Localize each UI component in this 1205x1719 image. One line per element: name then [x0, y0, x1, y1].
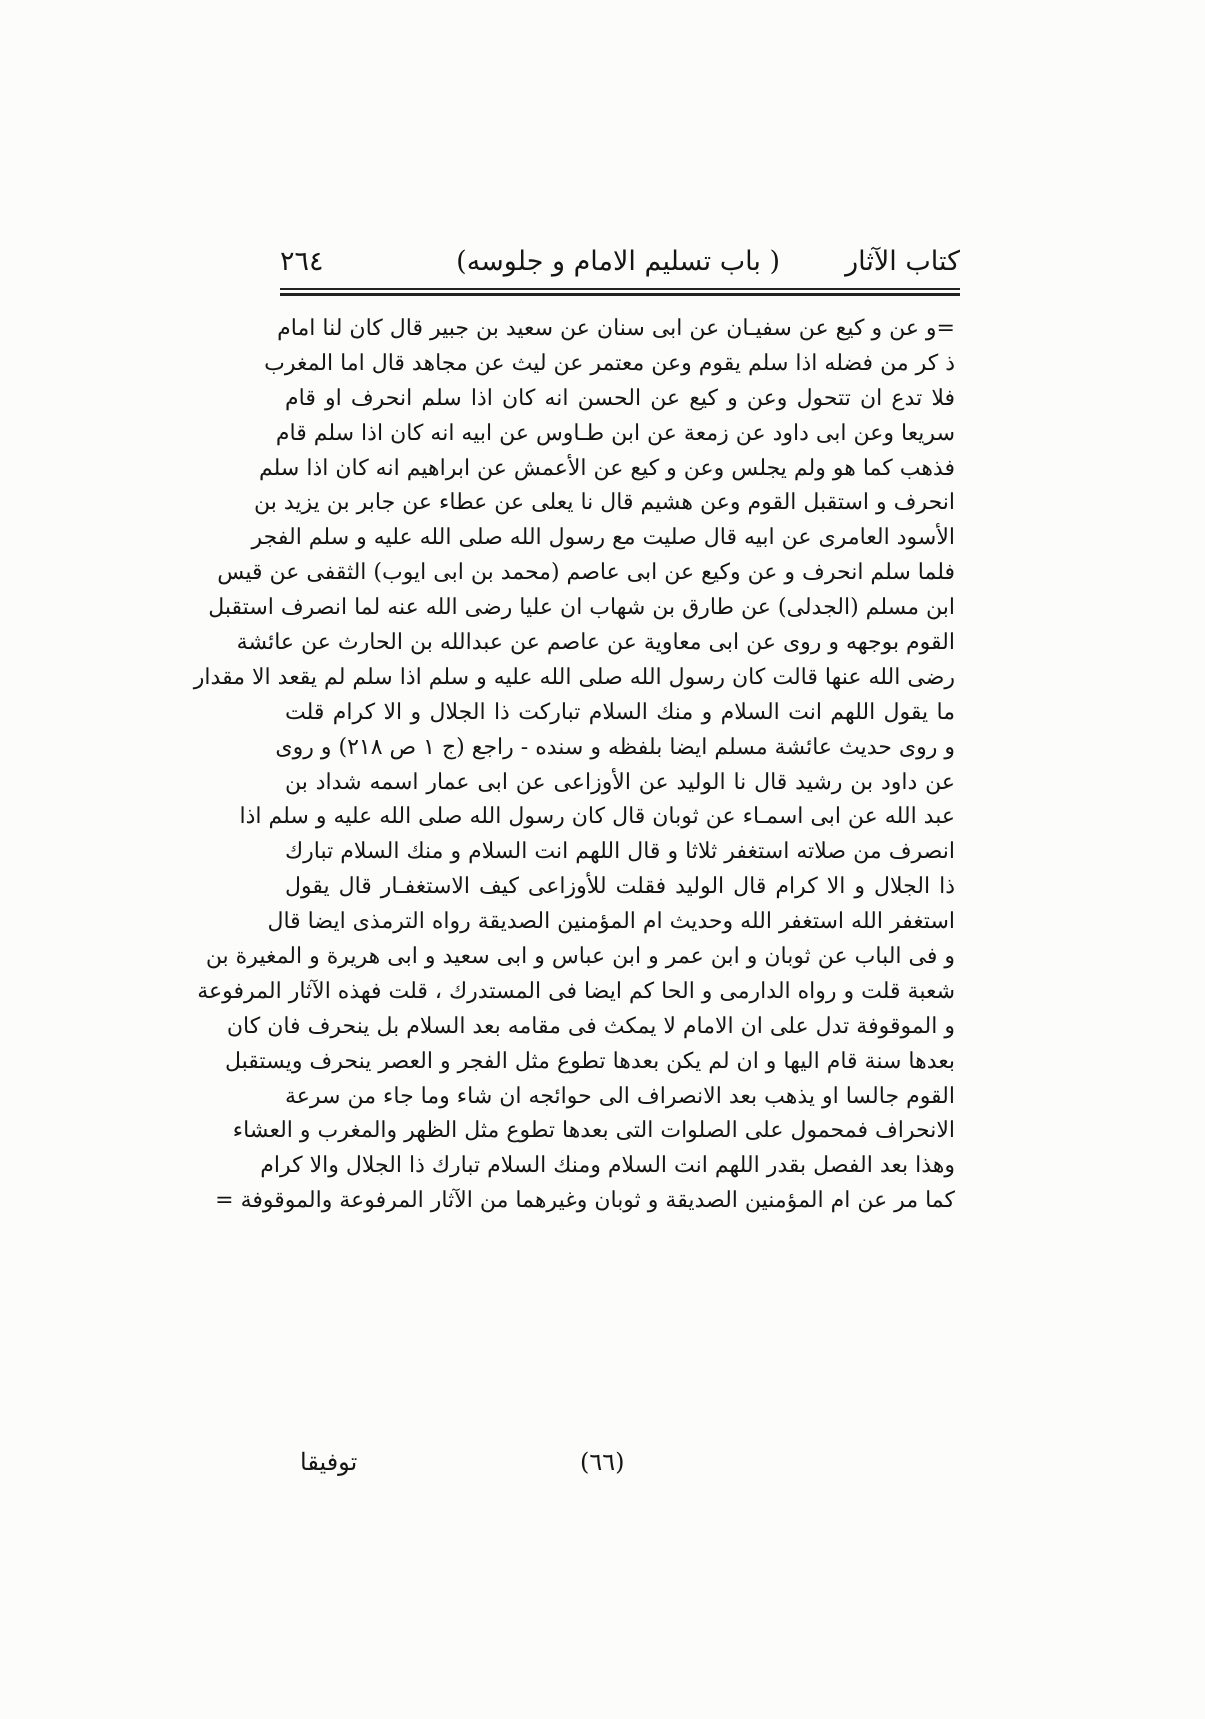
text-line: رضى الله عنها قالت كان رسول الله صلى الله عليه و سلم اذا سلم لم يقعد الا مقدار: [193, 664, 955, 690]
text-line: فلا تدع ان تتحول وعن و كيع عن الحسن انه كان اذا سلم انحرف او قام: [285, 385, 955, 411]
text-line: ذ كر من فضله اذا سلم يقوم وعن معتمر عن ليث عن مجاهد قال اما المغرب: [264, 350, 955, 376]
body-text: [193, 312, 955, 1219]
text-line: الانحراف فمحمول على الصلوات التى بعدها تطوع مثل الظهر والمغرب و العشاء: [232, 1118, 955, 1144]
text-line: ابن مسلم (الجدلى) عن طارق بن شهاب ان عليا رضى الله عنه لما انصرف استقبل: [208, 595, 955, 621]
page-header: [280, 240, 960, 286]
text-line: فذهب كما هو ولم يجلس وعن و كيع عن الأعمش عن ابراهيم انه كان اذا سلم: [258, 455, 955, 481]
text-line: و روى حديث عائشة مسلم ايضا بلفظه و سنده - راجع (ج ١ ص ٢١٨) و روى: [275, 734, 955, 760]
header-rule-thin: [280, 288, 960, 290]
text-line: عن داود بن رشيد قال نا الوليد عن الأوزاعى عن ابى عمار اسمه شداد بن: [285, 769, 955, 795]
page-footer: [280, 1442, 960, 1486]
text-line: ذا الجلال و الا كرام قال الوليد فقلت للأوزاعى كيف الاستغفـار قال يقول: [285, 874, 955, 900]
signature-mark: (٦٦): [580, 1448, 625, 1476]
book-title: كتاب الآثار: [845, 246, 960, 277]
chapter-title: ( باب تسليم الامام و جلوسه): [456, 246, 780, 277]
text-line: الأسود العامرى عن ابيه قال صليت مع رسول الله صلى الله عليه و سلم الفجر: [251, 525, 955, 551]
text-line: انحرف و استقبل القوم وعن هشيم قال نا يعلى عن عطاء عن جابر بن يزيد بن: [253, 490, 955, 516]
text-line: سريعا وعن ابى داود عن زمعة عن ابن طـاوس عن ابيه انه كان اذا سلم قام: [275, 420, 955, 446]
text-line: كما مر عن ام المؤمنين الصديقة و ثوبان وغيرهما من الآثار المرفوعة والموقوفة =: [215, 1188, 955, 1214]
text-line: انصرف من صلاته استغفر ثلاثا و قال اللهم انت السلام و منك السلام تبارك: [285, 839, 955, 865]
page-number: ٢٦٤: [280, 246, 324, 277]
header-rule-thick: [280, 293, 960, 296]
text-line: ما يقول اللهم انت السلام و منك السلام تباركت ذا الجلال و الا كرام قلت: [285, 699, 955, 725]
text-line: فلما سلم انحرف و عن وكيع عن ابى عاصم (محمد بن ابى ايوب) الثقفى عن قيس: [217, 560, 955, 586]
text-line: وهذا بعد الفصل بقدر اللهم انت السلام ومنك السلام تبارك ذا الجلال والا كرام: [260, 1153, 955, 1179]
catchword: توفيقا: [300, 1448, 358, 1476]
text-line: استغفر الله استغفر الله وحديث ام المؤمنين الصديقة رواه الترمذى ايضا قال: [267, 909, 955, 935]
text-line: القوم بوجهه و روى عن ابى معاوية عن عاصم عن عبدالله بن الحارث عن عائشة: [236, 630, 955, 656]
text-line: =و عن و كيع عن سفيـان عن ابى سنان عن سعيد بن جبير قال كان لنا امام: [277, 316, 955, 341]
text-line: بعدها سنة قام اليها و ان لم يكن بعدها تطوع مثل الفجر و العصر ينحرف ويستقبل: [225, 1048, 955, 1074]
text-line: و فى الباب عن ثوبان و ابن عمر و ابن عباس و ابى سعيد و ابى هريرة و المغيرة بن: [205, 944, 955, 970]
text-line: شعبة قلت و رواه الدارمى و الحا كم ايضا فى المستدرك ، قلت فهذه الآثار المرفوعة: [197, 978, 955, 1004]
text-line: عبد الله عن ابى اسمـاء عن ثوبان قال كان رسول الله صلى الله عليه و سلم اذا: [239, 804, 955, 830]
text-line: القوم جالسا او يذهب بعد الانصراف الى حوائجه ان شاء وما جاء من سرعة: [285, 1083, 955, 1109]
text-line: و الموقوفة تدل على ان الامام لا يمكث فى مقامه بعد السلام بل ينحرف فان كان: [226, 1013, 955, 1039]
